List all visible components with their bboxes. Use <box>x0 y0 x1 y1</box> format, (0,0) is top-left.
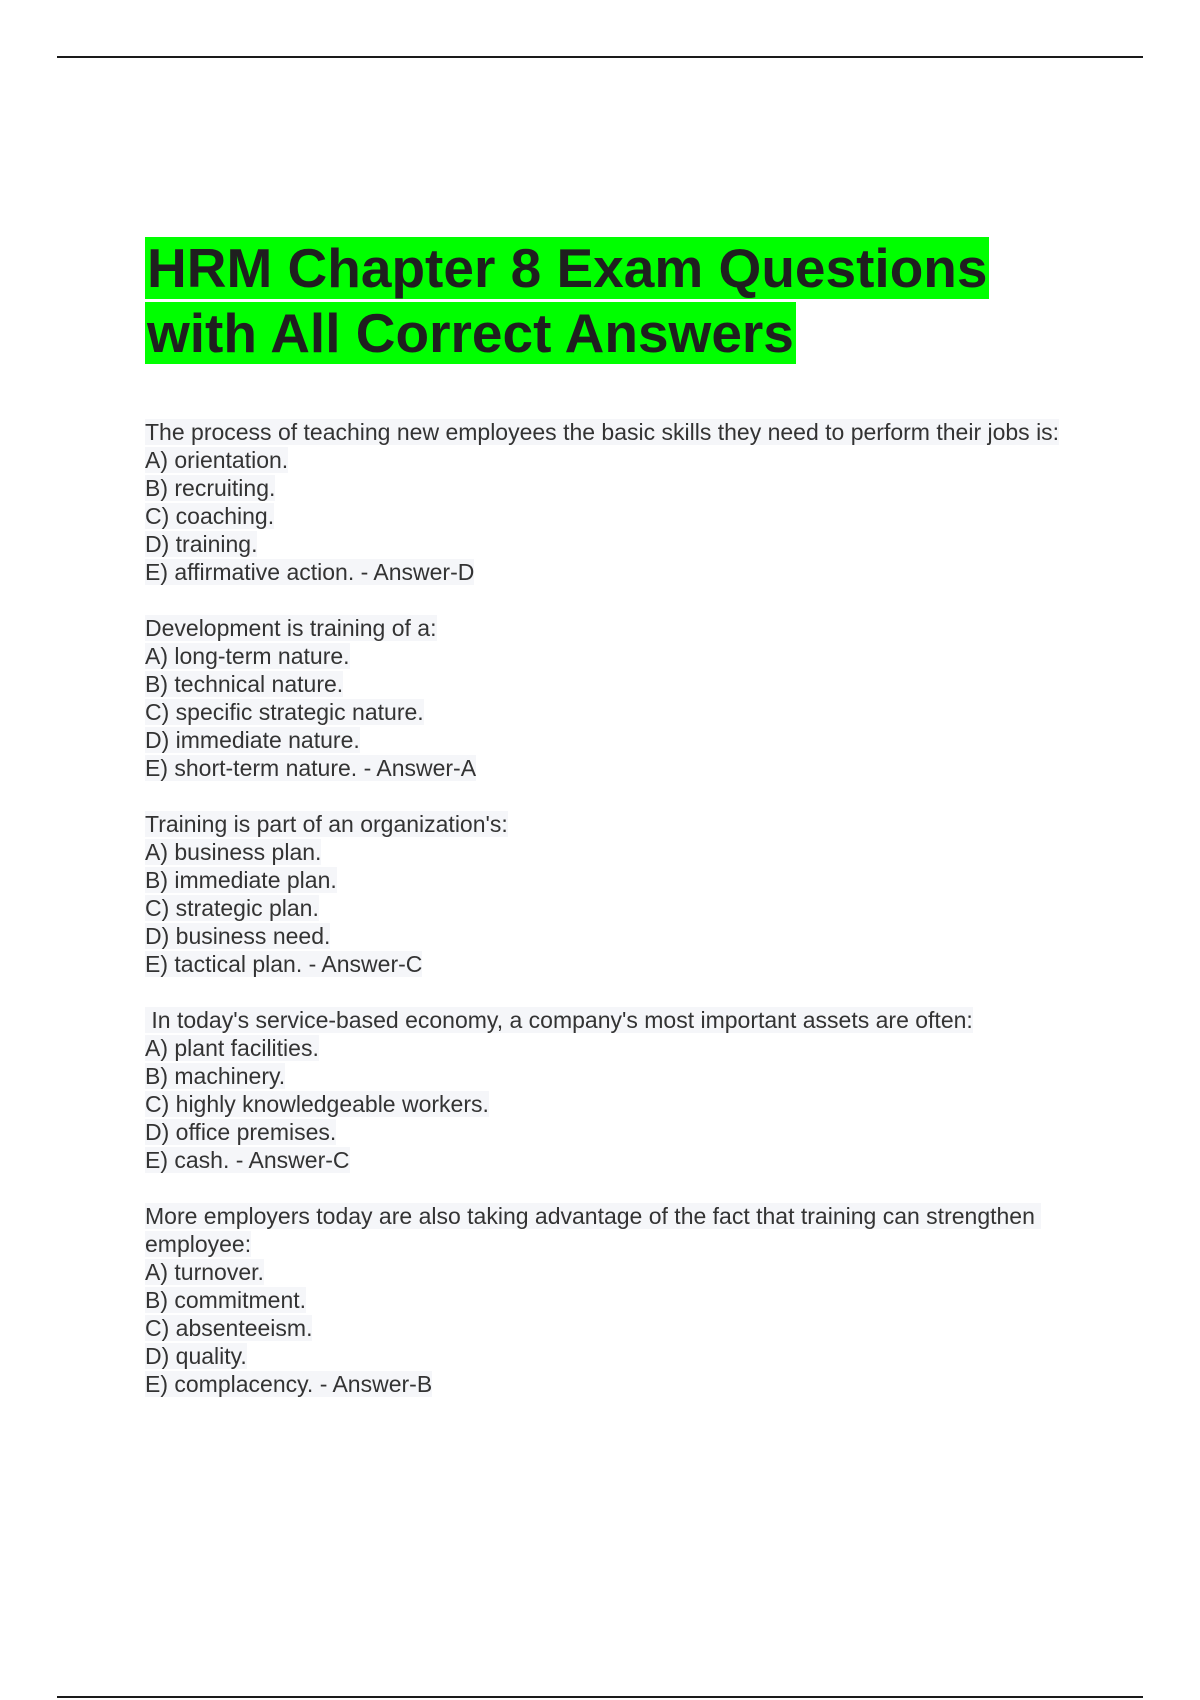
question-1 <box>145 418 1085 586</box>
answer-option: C) coaching. <box>145 503 275 529</box>
question-stem: Development is training of a: <box>145 615 437 641</box>
question-stem: Training is part of an organization's: <box>145 811 508 837</box>
question-5 <box>145 1202 1085 1398</box>
answer-option-with-key: E) short-term nature. - Answer-A <box>145 755 477 781</box>
answer-option: C) absenteeism. <box>145 1315 313 1341</box>
answer-option: C) highly knowledgeable workers. <box>145 1091 489 1117</box>
answer-option: A) business plan. <box>145 839 322 865</box>
answer-option: B) recruiting. <box>145 475 276 501</box>
document-title <box>145 236 1085 366</box>
question-2 <box>145 614 1085 782</box>
answer-option: C) strategic plan. <box>145 895 319 921</box>
answer-option: A) orientation. <box>145 447 289 473</box>
question-stem: More employers today are also taking advantage of the fact that training can strengthen employee: <box>145 1203 1042 1257</box>
answer-option: B) immediate plan. <box>145 867 337 893</box>
bottom-rule <box>57 1696 1143 1698</box>
question-stem: The process of teaching new employees the basic skills they need to perform their jobs is: <box>145 419 1060 445</box>
answer-option: D) quality. <box>145 1343 247 1369</box>
question-3 <box>145 810 1085 978</box>
title-highlight: HRM Chapter 8 Exam Questions with All Correct Answers <box>147 237 988 364</box>
answer-option-with-key: E) tactical plan. - Answer-C <box>145 951 423 977</box>
question-list <box>145 418 1085 1426</box>
answer-option-with-key: E) cash. - Answer-C <box>145 1147 350 1173</box>
answer-option-with-key: E) affirmative action. - Answer-D <box>145 559 475 585</box>
answer-option: A) long-term nature. <box>145 643 350 669</box>
question-stem: In today's service-based economy, a company's most important assets are often: <box>145 1007 973 1033</box>
answer-option: A) turnover. <box>145 1259 264 1285</box>
answer-option: B) technical nature. <box>145 671 344 697</box>
answer-option: D) business need. <box>145 923 331 949</box>
top-rule <box>57 56 1143 58</box>
answer-option: D) office premises. <box>145 1119 337 1145</box>
answer-option: B) commitment. <box>145 1287 307 1313</box>
answer-option-with-key: E) complacency. - Answer-B <box>145 1371 433 1397</box>
answer-option: D) immediate nature. <box>145 727 360 753</box>
answer-option: D) training. <box>145 531 258 557</box>
question-4 <box>145 1006 1085 1174</box>
answer-option: A) plant facilities. <box>145 1035 319 1061</box>
answer-option: B) machinery. <box>145 1063 286 1089</box>
answer-option: C) specific strategic nature. <box>145 699 424 725</box>
